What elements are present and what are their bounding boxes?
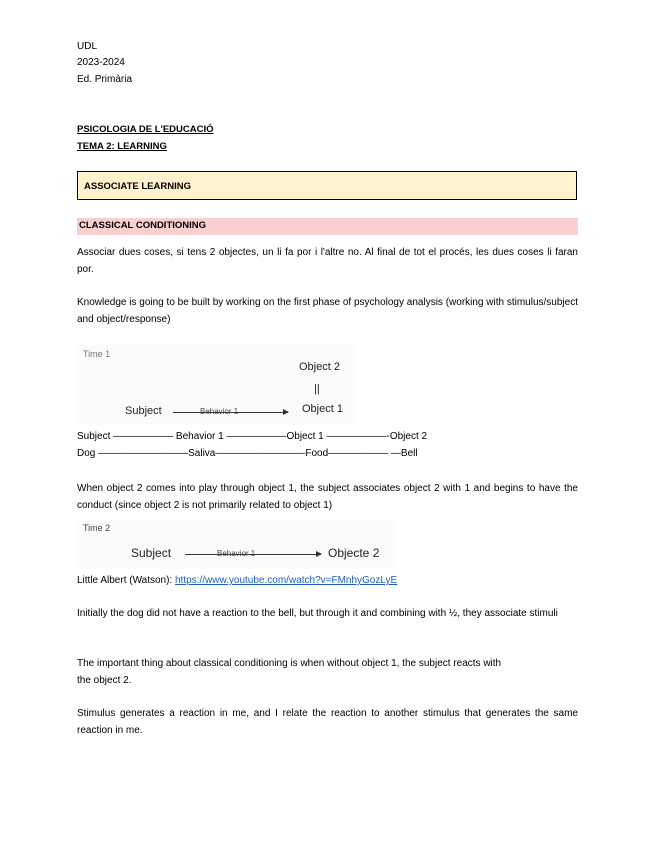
figure2-time-label: Time 2 — [83, 523, 111, 533]
little-albert-line — [77, 575, 397, 587]
topic-title: TEMA 2: LEARNING — [77, 141, 167, 152]
paragraph-important-line1: The important thing about classical conditioning is when without object 1, the subject reacts with — [77, 658, 502, 669]
paragraph-dog-bell: Initially the dog did not have a reaction to the bell, but through it and combining with ½, they associate stimuli — [77, 608, 558, 619]
classical-conditioning-heading-band — [77, 218, 578, 235]
paragraph-knowledge: Knowledge is going to be built by working on the first phase of psychology analysis (working with stimulus/subject and object/response) — [77, 297, 578, 325]
little-albert-label: Little Albert (Watson): — [77, 575, 175, 586]
course-title: PSICOLOGIA DE L'EDUCACIÓ — [77, 124, 214, 135]
chain-subject-behavior: Subject —————— Behavior 1 ——————Object 1 ——————-Object 2 — [77, 431, 428, 442]
figure-time-2 — [77, 519, 395, 569]
figure2-behavior-label: Behavior 1 — [217, 549, 256, 558]
figure2-object-label: Objecte 2 — [328, 546, 380, 560]
figure1-subject-label: Subject — [125, 405, 162, 417]
paragraph-object2: When object 2 comes into play through object 1, the subject associates object 2 with 1 and begins to have the conduct (since object 2 is not primarily related to object 1) — [77, 483, 578, 511]
figure1-equals-sign: || — [314, 383, 320, 395]
figure-time-1 — [77, 345, 357, 425]
figure1-time-label: Time 1 — [83, 349, 111, 359]
figure1-object2-label: Object 2 — [299, 361, 340, 373]
figure1-object1-label: Object 1 — [302, 403, 343, 415]
paragraph-associar: Associar dues coses, si tens 2 objectes, un li fa por i l'altre no. Al final de tot el procés, les dues coses li faran por. — [77, 247, 578, 275]
associate-learning-heading: ASSOCIATE LEARNING — [84, 181, 191, 192]
paragraph-important-line2: the object 2. — [77, 675, 132, 686]
classical-conditioning-heading: CLASSICAL CONDITIONING — [79, 220, 207, 231]
header-institution: UDL — [77, 41, 98, 52]
header-degree: Ed. Primària — [77, 74, 133, 85]
figure1-behavior-label: Behavior 1 — [200, 407, 239, 416]
paragraph-stimulus: Stimulus generates a reaction in me, and I relate the reaction to another stimulus that generates the same reaction in me. — [77, 708, 578, 736]
chain-dog-saliva: Dog —————————Saliva—————————Food—————— —Bell — [77, 448, 418, 459]
little-albert-link[interactable]: https://www.youtube.com/watch?v=FMnhyGozLyE — [175, 575, 398, 586]
header-year: 2023-2024 — [77, 57, 125, 68]
associate-learning-heading-box — [77, 171, 577, 200]
figure2-subject-label: Subject — [131, 546, 172, 560]
